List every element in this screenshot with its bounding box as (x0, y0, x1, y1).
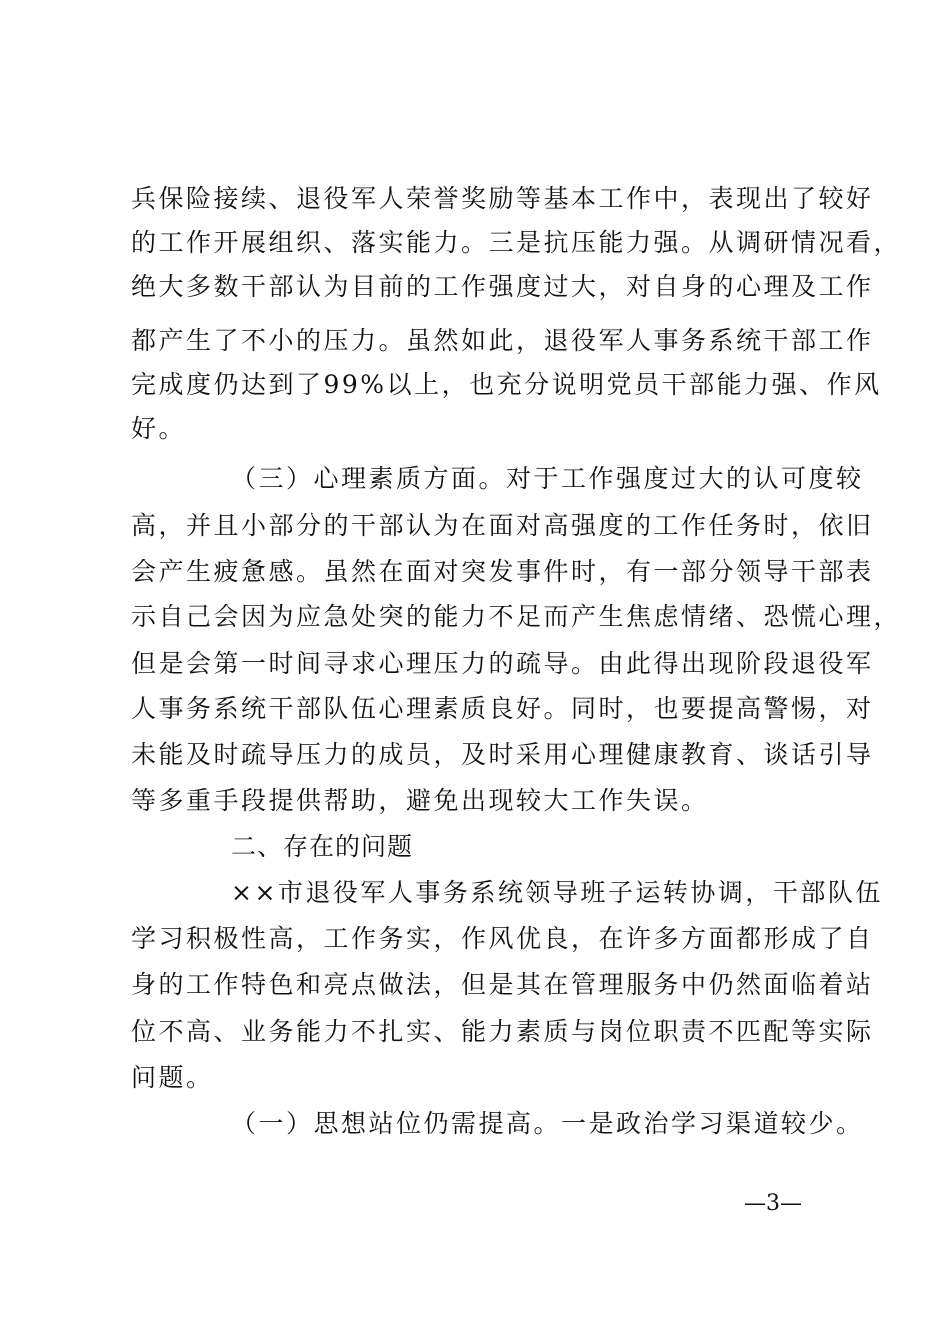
body-text-line: 位不高、业务能力不扎实、能力素质与岗位职责不匹配等实际 (131, 1017, 874, 1046)
body-text-line: 好。 (131, 414, 187, 443)
body-text-line: 人事务系统干部队伍心理素质良好。同时，也要提高警惕，对 (131, 694, 874, 723)
body-text-line: 示自己会因为应急处突的能力不足而产生焦虑情绪、恐慌心理， (131, 602, 902, 631)
paragraph-start-line: （一）思想站位仍需提高。一是政治学习渠道较少。 (231, 1109, 864, 1138)
paragraph-start-line: ××市退役军人事务系统领导班子运转协调，干部队伍 (231, 878, 883, 907)
body-text-line: 完成度仍达到了99%以上，也充分说明党员干部能力强、作风 (131, 370, 882, 399)
body-text-line: 问题。 (131, 1063, 214, 1092)
body-text-line: 兵保险接续、退役军人荣誉奖励等基本工作中，表现出了较好 (131, 184, 874, 213)
section-heading: 二、存在的问题 (231, 832, 414, 861)
body-text-line: 会产生疲惫感。虽然在面对突发事件时，有一部分领导干部表 (131, 557, 874, 586)
body-text-line: 未能及时疏导压力的成员，及时采用心理健康教育、谈话引导 (131, 740, 874, 769)
body-text-line: 等多重手段提供帮助，避免出现较大工作失误。 (131, 786, 709, 815)
page-number: —3— (744, 1191, 802, 1216)
body-text-line: 学习积极性高，工作务实，作风优良，在许多方面都形成了自 (131, 924, 874, 953)
body-text-line: 但是会第一时间寻求心理压力的疏导。由此得出现阶段退役军 (131, 649, 874, 678)
body-text-line: 高，并且小部分的干部认为在面对高强度的工作任务时，依旧 (131, 511, 874, 540)
body-text-line: 绝大多数干部认为目前的工作强度过大，对自身的心理及工作 (131, 272, 874, 301)
body-text-line: 身的工作特色和亮点做法，但是其在管理服务中仍然面临着站 (131, 970, 874, 999)
body-text-line: 都产生了不小的压力。虽然如此，退役军人事务系统干部工作 (131, 326, 874, 355)
body-text-line: 的工作开展组织、落实能力。三是抗压能力强。从调研情况看， (131, 228, 902, 257)
paragraph-start-line: （三）心理素质方面。对于工作强度过大的认可度较 (231, 464, 864, 493)
